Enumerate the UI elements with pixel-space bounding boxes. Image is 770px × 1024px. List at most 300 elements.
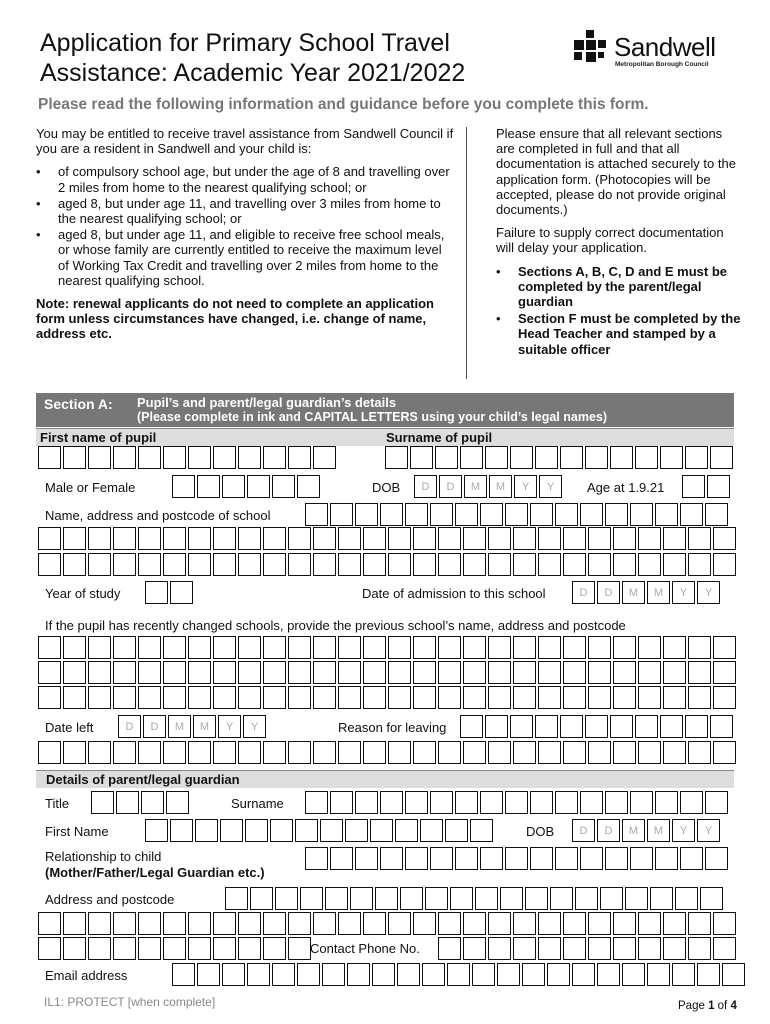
char-box[interactable] (463, 636, 486, 659)
char-box[interactable] (113, 553, 136, 576)
char-box[interactable] (288, 741, 311, 764)
char-box[interactable] (663, 937, 686, 960)
char-box[interactable] (650, 887, 673, 910)
char-box[interactable] (630, 847, 653, 870)
char-box[interactable] (605, 847, 628, 870)
char-box[interactable] (63, 553, 86, 576)
char-box[interactable] (555, 847, 578, 870)
char-box[interactable] (713, 661, 736, 684)
char-box[interactable] (305, 847, 328, 870)
char-box[interactable] (113, 741, 136, 764)
char-box[interactable] (188, 912, 211, 935)
address-input-row-2[interactable] (38, 912, 738, 935)
char-box[interactable] (613, 527, 636, 550)
char-box[interactable] (588, 741, 611, 764)
char-box[interactable] (263, 741, 286, 764)
char-box[interactable] (188, 553, 211, 576)
char-box[interactable] (138, 661, 161, 684)
char-box[interactable] (213, 636, 236, 659)
char-box[interactable] (413, 741, 436, 764)
char-box[interactable] (663, 912, 686, 935)
char-box[interactable] (270, 819, 293, 842)
char-box[interactable] (363, 661, 386, 684)
char-box[interactable] (463, 686, 486, 709)
char-box[interactable] (263, 446, 286, 469)
char-box[interactable] (638, 553, 661, 576)
char-box[interactable] (510, 446, 533, 469)
char-box[interactable] (600, 887, 623, 910)
char-box[interactable] (138, 527, 161, 550)
char-box[interactable] (263, 937, 286, 960)
char-box[interactable] (663, 553, 686, 576)
char-box[interactable] (575, 887, 598, 910)
char-box[interactable] (138, 446, 161, 469)
date-char-box[interactable]: Y (672, 819, 695, 842)
char-box[interactable] (588, 912, 611, 935)
char-box[interactable] (538, 686, 561, 709)
char-box[interactable] (680, 503, 703, 526)
char-box[interactable] (563, 937, 586, 960)
char-box[interactable] (63, 912, 86, 935)
char-box[interactable] (535, 446, 558, 469)
char-box[interactable] (513, 686, 536, 709)
char-box[interactable] (463, 741, 486, 764)
char-box[interactable] (370, 819, 393, 842)
char-box[interactable] (330, 791, 353, 814)
char-box[interactable] (682, 475, 705, 498)
char-box[interactable] (713, 686, 736, 709)
char-box[interactable] (630, 503, 653, 526)
char-box[interactable] (522, 963, 545, 986)
char-box[interactable] (680, 847, 703, 870)
char-box[interactable] (610, 446, 633, 469)
char-box[interactable] (688, 527, 711, 550)
char-box[interactable] (188, 527, 211, 550)
char-box[interactable] (713, 527, 736, 550)
char-box[interactable] (422, 963, 445, 986)
char-box[interactable] (238, 661, 261, 684)
char-box[interactable] (488, 661, 511, 684)
char-box[interactable] (525, 887, 548, 910)
char-box[interactable] (585, 446, 608, 469)
char-box[interactable] (430, 791, 453, 814)
char-box[interactable] (288, 527, 311, 550)
char-box[interactable] (480, 847, 503, 870)
char-box[interactable] (488, 553, 511, 576)
char-box[interactable] (463, 553, 486, 576)
char-box[interactable] (63, 661, 86, 684)
char-box[interactable] (313, 741, 336, 764)
char-box[interactable] (538, 636, 561, 659)
char-box[interactable] (363, 527, 386, 550)
char-box[interactable] (63, 446, 86, 469)
date-char-box[interactable]: D (572, 819, 595, 842)
char-box[interactable] (313, 912, 336, 935)
char-box[interactable] (635, 715, 658, 738)
char-box[interactable] (263, 686, 286, 709)
char-box[interactable] (563, 527, 586, 550)
char-box[interactable] (400, 887, 423, 910)
char-box[interactable] (513, 553, 536, 576)
char-box[interactable] (363, 553, 386, 576)
char-box[interactable] (472, 963, 495, 986)
char-box[interactable] (213, 741, 236, 764)
char-box[interactable] (113, 636, 136, 659)
char-box[interactable] (63, 686, 86, 709)
date-char-box[interactable]: M (464, 475, 487, 498)
char-box[interactable] (438, 937, 461, 960)
char-box[interactable] (238, 912, 261, 935)
char-box[interactable] (705, 791, 728, 814)
char-box[interactable] (88, 912, 111, 935)
date-char-box[interactable]: M (168, 715, 191, 738)
guardian-dob-input[interactable] (572, 819, 722, 842)
char-box[interactable] (530, 847, 553, 870)
char-box[interactable] (513, 741, 536, 764)
char-box[interactable] (635, 446, 658, 469)
char-box[interactable] (300, 887, 323, 910)
char-box[interactable] (145, 819, 168, 842)
char-box[interactable] (222, 475, 245, 498)
char-box[interactable] (638, 912, 661, 935)
char-box[interactable] (188, 686, 211, 709)
char-box[interactable] (563, 553, 586, 576)
char-box[interactable] (460, 446, 483, 469)
char-box[interactable] (313, 636, 336, 659)
char-box[interactable] (313, 553, 336, 576)
char-box[interactable] (563, 741, 586, 764)
char-box[interactable] (613, 686, 636, 709)
char-box[interactable] (288, 636, 311, 659)
char-box[interactable] (413, 527, 436, 550)
char-box[interactable] (470, 819, 493, 842)
char-box[interactable] (38, 912, 61, 935)
char-box[interactable] (238, 686, 261, 709)
char-box[interactable] (388, 741, 411, 764)
char-box[interactable] (638, 636, 661, 659)
char-box[interactable] (405, 847, 428, 870)
char-box[interactable] (460, 715, 483, 738)
char-box[interactable] (297, 963, 320, 986)
char-box[interactable] (660, 715, 683, 738)
char-box[interactable] (380, 503, 403, 526)
char-box[interactable] (288, 686, 311, 709)
char-box[interactable] (655, 503, 678, 526)
char-box[interactable] (395, 819, 418, 842)
char-box[interactable] (697, 963, 720, 986)
char-box[interactable] (505, 791, 528, 814)
date-char-box[interactable]: M (647, 819, 670, 842)
char-box[interactable] (445, 819, 468, 842)
char-box[interactable] (263, 636, 286, 659)
char-box[interactable] (313, 527, 336, 550)
char-box[interactable] (563, 912, 586, 935)
char-box[interactable] (513, 527, 536, 550)
char-box[interactable] (163, 636, 186, 659)
char-box[interactable] (88, 527, 111, 550)
char-box[interactable] (163, 937, 186, 960)
char-box[interactable] (438, 741, 461, 764)
char-box[interactable] (613, 912, 636, 935)
char-box[interactable] (688, 636, 711, 659)
char-box[interactable] (163, 661, 186, 684)
char-box[interactable] (272, 963, 295, 986)
char-box[interactable] (375, 887, 398, 910)
char-box[interactable] (688, 741, 711, 764)
char-box[interactable] (338, 741, 361, 764)
char-box[interactable] (413, 686, 436, 709)
char-box[interactable] (463, 912, 486, 935)
char-box[interactable] (63, 741, 86, 764)
char-box[interactable] (430, 847, 453, 870)
char-box[interactable] (613, 741, 636, 764)
char-box[interactable] (580, 847, 603, 870)
char-box[interactable] (338, 636, 361, 659)
char-box[interactable] (663, 527, 686, 550)
char-box[interactable] (213, 661, 236, 684)
char-box[interactable] (705, 503, 728, 526)
char-box[interactable] (610, 715, 633, 738)
char-box[interactable] (325, 887, 348, 910)
char-box[interactable] (588, 661, 611, 684)
char-box[interactable] (663, 741, 686, 764)
char-box[interactable] (713, 553, 736, 576)
char-box[interactable] (455, 847, 478, 870)
gender-input[interactable] (172, 475, 322, 498)
address-input-row-3[interactable] (38, 937, 313, 960)
char-box[interactable] (295, 819, 318, 842)
char-box[interactable] (245, 819, 268, 842)
char-box[interactable] (425, 887, 448, 910)
char-box[interactable] (513, 636, 536, 659)
date-char-box[interactable]: D (414, 475, 437, 498)
char-box[interactable] (638, 661, 661, 684)
char-box[interactable] (488, 527, 511, 550)
char-box[interactable] (538, 741, 561, 764)
char-box[interactable] (247, 963, 270, 986)
char-box[interactable] (455, 503, 478, 526)
char-box[interactable] (722, 963, 745, 986)
date-char-box[interactable]: D (143, 715, 166, 738)
year-input[interactable] (145, 581, 195, 604)
char-box[interactable] (63, 636, 86, 659)
address-input-row-1[interactable] (225, 887, 725, 910)
char-box[interactable] (405, 503, 428, 526)
date-left-input[interactable] (118, 715, 268, 738)
char-box[interactable] (170, 581, 193, 604)
reason-input-row-1[interactable] (460, 715, 735, 738)
char-box[interactable] (63, 937, 86, 960)
char-box[interactable] (350, 887, 373, 910)
char-box[interactable] (38, 527, 61, 550)
char-box[interactable] (700, 887, 723, 910)
date-char-box[interactable]: Y (697, 581, 720, 604)
char-box[interactable] (713, 741, 736, 764)
char-box[interactable] (355, 503, 378, 526)
char-box[interactable] (613, 636, 636, 659)
char-box[interactable] (488, 912, 511, 935)
date-char-box[interactable]: D (572, 581, 595, 604)
char-box[interactable] (538, 527, 561, 550)
char-box[interactable] (555, 791, 578, 814)
char-box[interactable] (510, 715, 533, 738)
char-box[interactable] (613, 553, 636, 576)
char-box[interactable] (225, 887, 248, 910)
char-box[interactable] (588, 636, 611, 659)
char-box[interactable] (713, 636, 736, 659)
date-char-box[interactable]: M (489, 475, 512, 498)
char-box[interactable] (116, 791, 139, 814)
char-box[interactable] (113, 446, 136, 469)
char-box[interactable] (188, 937, 211, 960)
char-box[interactable] (113, 937, 136, 960)
char-box[interactable] (713, 937, 736, 960)
char-box[interactable] (163, 686, 186, 709)
char-box[interactable] (372, 963, 395, 986)
char-box[interactable] (363, 686, 386, 709)
char-box[interactable] (138, 636, 161, 659)
char-box[interactable] (88, 446, 111, 469)
char-box[interactable] (88, 636, 111, 659)
char-box[interactable] (513, 661, 536, 684)
char-box[interactable] (455, 791, 478, 814)
char-box[interactable] (605, 791, 628, 814)
char-box[interactable] (680, 791, 703, 814)
char-box[interactable] (663, 636, 686, 659)
char-box[interactable] (188, 661, 211, 684)
date-char-box[interactable]: M (647, 581, 670, 604)
date-char-box[interactable]: Y (672, 581, 695, 604)
char-box[interactable] (313, 446, 336, 469)
char-box[interactable] (638, 937, 661, 960)
char-box[interactable] (195, 819, 218, 842)
char-box[interactable] (163, 741, 186, 764)
char-box[interactable] (38, 741, 61, 764)
char-box[interactable] (688, 661, 711, 684)
char-box[interactable] (263, 527, 286, 550)
char-box[interactable] (166, 791, 189, 814)
char-box[interactable] (505, 503, 528, 526)
char-box[interactable] (188, 741, 211, 764)
char-box[interactable] (388, 912, 411, 935)
char-box[interactable] (538, 553, 561, 576)
char-box[interactable] (672, 963, 695, 986)
char-box[interactable] (638, 741, 661, 764)
char-box[interactable] (88, 937, 111, 960)
char-box[interactable] (197, 963, 220, 986)
char-box[interactable] (113, 527, 136, 550)
char-box[interactable] (497, 963, 520, 986)
char-box[interactable] (488, 741, 511, 764)
char-box[interactable] (38, 553, 61, 576)
char-box[interactable] (338, 686, 361, 709)
char-box[interactable] (655, 847, 678, 870)
char-box[interactable] (438, 527, 461, 550)
char-box[interactable] (463, 937, 486, 960)
date-char-box[interactable]: Y (243, 715, 266, 738)
char-box[interactable] (630, 791, 653, 814)
char-box[interactable] (288, 912, 311, 935)
char-box[interactable] (675, 887, 698, 910)
date-char-box[interactable]: D (597, 581, 620, 604)
char-box[interactable] (438, 686, 461, 709)
char-box[interactable] (238, 527, 261, 550)
char-box[interactable] (163, 527, 186, 550)
char-box[interactable] (163, 553, 186, 576)
char-box[interactable] (363, 912, 386, 935)
char-box[interactable] (585, 715, 608, 738)
char-box[interactable] (338, 553, 361, 576)
char-box[interactable] (538, 912, 561, 935)
age-input[interactable] (682, 475, 732, 498)
relationship-input[interactable] (305, 847, 730, 870)
char-box[interactable] (172, 963, 195, 986)
char-box[interactable] (388, 553, 411, 576)
char-box[interactable] (410, 446, 433, 469)
char-box[interactable] (263, 661, 286, 684)
char-box[interactable] (555, 503, 578, 526)
char-box[interactable] (500, 887, 523, 910)
char-box[interactable] (213, 553, 236, 576)
char-box[interactable] (91, 791, 114, 814)
pupil-first-name-input[interactable] (38, 446, 338, 469)
char-box[interactable] (438, 661, 461, 684)
char-box[interactable] (647, 963, 670, 986)
char-box[interactable] (488, 686, 511, 709)
char-box[interactable] (560, 446, 583, 469)
school-input-row-2[interactable] (38, 527, 738, 550)
date-char-box[interactable]: D (118, 715, 141, 738)
char-box[interactable] (38, 686, 61, 709)
char-box[interactable] (413, 661, 436, 684)
char-box[interactable] (88, 741, 111, 764)
char-box[interactable] (513, 937, 536, 960)
char-box[interactable] (588, 527, 611, 550)
char-box[interactable] (530, 791, 553, 814)
previous-school-row-1[interactable] (38, 636, 738, 659)
char-box[interactable] (530, 503, 553, 526)
char-box[interactable] (405, 791, 428, 814)
char-box[interactable] (363, 741, 386, 764)
date-char-box[interactable]: M (622, 581, 645, 604)
char-box[interactable] (188, 446, 211, 469)
date-char-box[interactable]: Y (697, 819, 720, 842)
char-box[interactable] (138, 553, 161, 576)
reason-input-row-2[interactable] (38, 741, 738, 764)
char-box[interactable] (138, 937, 161, 960)
char-box[interactable] (213, 527, 236, 550)
pupil-dob-input[interactable] (414, 475, 564, 498)
char-box[interactable] (560, 715, 583, 738)
char-box[interactable] (213, 937, 236, 960)
char-box[interactable] (420, 819, 443, 842)
char-box[interactable] (275, 887, 298, 910)
char-box[interactable] (222, 963, 245, 986)
char-box[interactable] (580, 503, 603, 526)
char-box[interactable] (605, 503, 628, 526)
char-box[interactable] (238, 636, 261, 659)
char-box[interactable] (220, 819, 243, 842)
char-box[interactable] (538, 937, 561, 960)
char-box[interactable] (385, 446, 408, 469)
char-box[interactable] (488, 937, 511, 960)
char-box[interactable] (213, 912, 236, 935)
char-box[interactable] (38, 937, 61, 960)
guardian-first-name-input[interactable] (145, 819, 495, 842)
char-box[interactable] (438, 912, 461, 935)
char-box[interactable] (463, 527, 486, 550)
pupil-surname-input[interactable] (385, 446, 735, 469)
